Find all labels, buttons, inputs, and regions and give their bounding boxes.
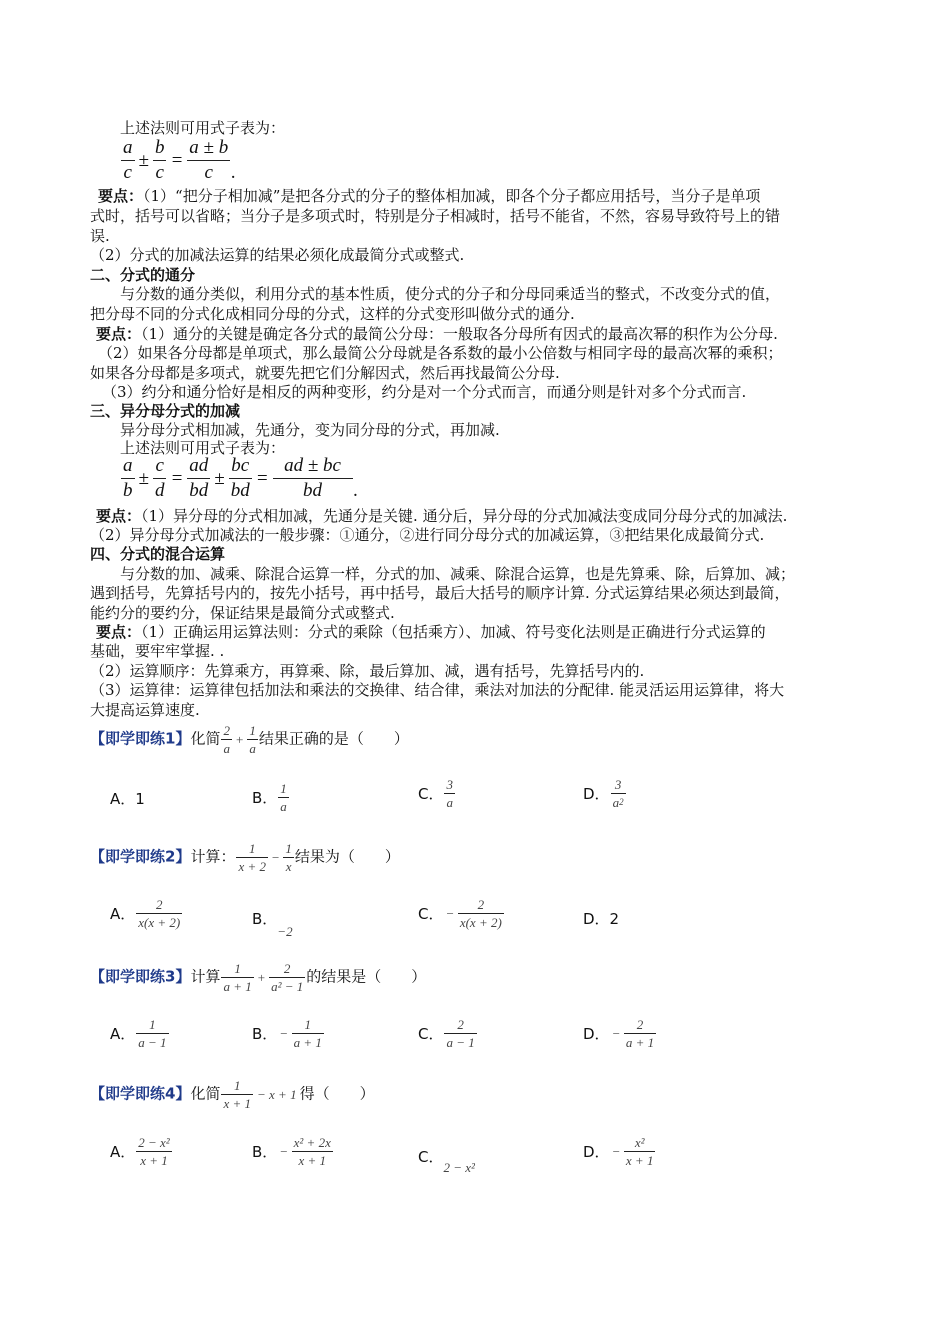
exercise-2-question: 【即学即练2】计算： $\frac{1}{x + 2}$ − $\frac{1}{x}$ 结果为（ ） (90, 841, 400, 874)
exercise-3-option-b[interactable]: B． − $\frac{1}{a + 1}$ (252, 1017, 322, 1050)
exercise-2-option-b[interactable]: B．−2 (252, 910, 293, 939)
exercise-4-option-d[interactable]: D． − $\frac{\text{x²}}{x + 1}$ (583, 1135, 654, 1168)
s3-p1: 异分母分式相加减，先通分，变为同分母的分式，再加减. (120, 421, 500, 439)
exercise-tag: 【即学即练4】 (90, 1084, 191, 1103)
s1-kp1b: 式时，括号可以省略；当分子是多项式时，特别是分子相减时，括号不能省，不然，容易导致符号上的错 (90, 207, 781, 225)
s3-kp2: （2）异分母分式加减法的一般步骤：①通分，②进行同分母分式的加减运算，③把结果化成最简分式. (90, 526, 765, 544)
s4-kp3a: （3）运算律：运算律包括加法和乘法的交换律、结合律，乘法对加法的分配律. 能灵活运用运算律，将大 (90, 681, 785, 699)
frac-num: b (154, 137, 165, 158)
kp-label: 要点： (96, 507, 142, 525)
s4-kp1b: 基础，要牢牢掌握. . (90, 642, 225, 660)
s4-kp1a: 要点：（1）正确运用运算法则：分式的乘除（包括乘方）、加减、符号变化法则是正确进行分式运算的 (96, 623, 766, 641)
exercise-2-option-d[interactable]: D．2 (583, 910, 620, 928)
exercise-tag: 【即学即练3】 (90, 967, 191, 986)
s4-kp2: （2）运算顺序：先算乘方，再算乘、除，最后算加、减，遇有括号，先算括号内的. (90, 662, 645, 680)
s3-intro: 上述法则可用式子表为： (120, 439, 286, 457)
exercise-4-option-a[interactable]: A． $\frac{\text{2 − x²}}{x + 1}$ (110, 1135, 170, 1168)
exercise-2-option-c[interactable]: C． − $\frac{2}{x(x + 2)}$ (418, 897, 502, 930)
frac-num: a ± b (189, 137, 229, 158)
exercise-tag: 【即学即练1】 (90, 729, 191, 748)
exercise-4-question: 【即学即练4】化简 $\frac{1}{x + 1}$ − x + 1 得（ ） (90, 1078, 375, 1111)
pm-sign: ± (138, 149, 149, 171)
s3-heading: 三、异分母分式的加减 (90, 402, 241, 420)
s1-intro: 上述法则可用式子表为： (120, 119, 286, 137)
exercise-3-question: 【即学即练3】计算 $\frac{1}{a + 1}$ + $\frac{2}{\text{a² − 1}}$ 的结果是（ ） (90, 961, 427, 994)
kp-label: 要点： (98, 187, 144, 205)
s2-kp2b: 如果各分母都是多项式，就要先把它们分解因式，然后再找最简公分母. (90, 364, 560, 382)
frac-den: c (121, 160, 135, 185)
exercise-tag: 【即学即练2】 (90, 847, 191, 866)
frac-num: a (123, 137, 133, 158)
s4-p3: 能约分的要约分，保证结果是最简分式或整式. (90, 604, 395, 622)
exercise-3-option-c[interactable]: C． $\frac{2}{a - 1}$ (418, 1017, 475, 1050)
s3-kp1: 要点：（1）异分母的分式相加减，先通分是关键. 通分后，异分母的分式加减法变成同分母分式的加减法. (96, 507, 788, 525)
exercise-4-option-b[interactable]: B． − $\frac{\text{x² + 2x}}{x + 1}$ (252, 1135, 331, 1168)
frac-den: c (187, 160, 230, 185)
s1-kp1c: 误. (90, 227, 110, 245)
s2-p2: 把分母不同的分式化成相同分母的分式，这样的分式变形叫做分式的通分. (90, 305, 575, 323)
s4-p2: 遇到括号，先算括号内的，按先小括号，再中括号，最后大括号的顺序计算. 分式运算结果必须达到最简， (90, 584, 790, 602)
s1-kp2: （2）分式的加减法运算的结果必须化成最简分式或整式. (90, 246, 465, 264)
s3-formula: $\frac{a}{b}$ ± $\frac{c}{d}$ = $\frac{ad}{bd}$ ± $\frac{bc}{bd}$ = $\frac{ad \pm bc}{bd}$ . (123, 455, 359, 501)
kp-label: 要点： (96, 325, 142, 343)
s2-kp2a: （2）如果各分母都是单项式，那么最简公分母就是各系数的最小公倍数与相同字母的最高次幂的乘积； (98, 344, 783, 362)
period: . (231, 162, 236, 183)
exercise-1-question: 【即学即练1】化简 $\frac{2}{a}$ + $\frac{1}{a}$ 结果正确的是（ ） (90, 723, 409, 756)
exercise-3-option-d[interactable]: D． − $\frac{2}{a + 1}$ (583, 1017, 655, 1050)
frac-den: c (153, 160, 167, 185)
s2-kp3: （3）约分和通分恰好是相反的两种变形，约分是对一个分式而言，而通分则是针对多个分式而言. (102, 383, 747, 401)
exercise-2-option-a[interactable]: A． $\frac{2}{x(x + 2)}$ (110, 897, 181, 930)
s2-p1: 与分数的通分类似，利用分式的基本性质，使分式的分子和分母同乘适当的整式，不改变分式的值， (120, 285, 781, 303)
eq-sign: = (170, 149, 184, 171)
s2-kp1: 要点：（1）通分的关键是确定各分式的最简公分母：一般取各分母所有因式的最高次幂的积作为公分母. (96, 325, 778, 343)
s4-kp3b: 大提高运算速度. (90, 701, 200, 719)
exercise-1-option-b[interactable]: B． $\frac{1}{a}$ (252, 781, 287, 814)
kp-label: 要点： (96, 623, 142, 641)
exercise-1-option-d[interactable]: D． $\frac{3}{a^2}$ (583, 777, 624, 810)
s4-p1: 与分数的加、减乘、除混合运算一样，分式的加、减乘、除混合运算，也是先算乘、除，后算加、减； (120, 565, 796, 583)
s1-kp1a: 要点：（1）“把分子相加减”是把各分式的分子的整体相加减，即各个分子都应用括号，当分子是单项 (98, 187, 761, 205)
exercise-1-option-a[interactable]: A．1 (110, 790, 145, 808)
s1-formula (120, 136, 236, 185)
s4-heading: 四、分式的混合运算 (90, 545, 226, 563)
exercise-3-option-a[interactable]: A． $\frac{1}{a - 1}$ (110, 1017, 167, 1050)
exercise-4-option-c[interactable]: C．2 − x² (418, 1148, 475, 1175)
s2-heading: 二、分式的通分 (90, 266, 196, 284)
exercise-1-option-c[interactable]: C． $\frac{3}{a}$ (418, 777, 453, 810)
